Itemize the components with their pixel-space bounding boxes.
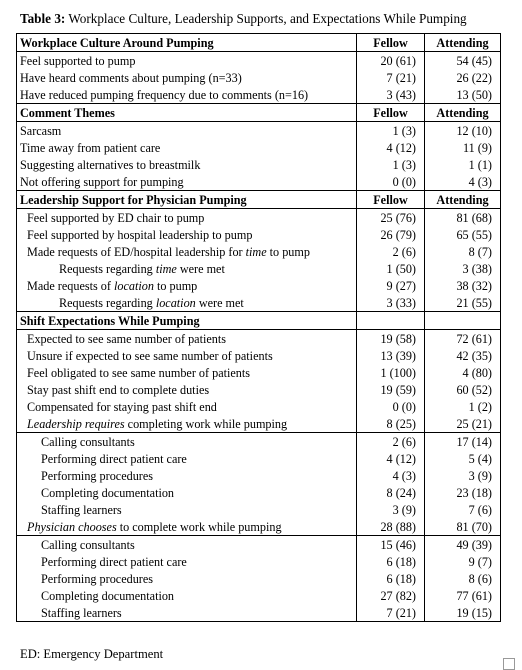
row-label: Compensated for staying past shift end	[27, 399, 217, 414]
section-header-shift	[17, 312, 501, 330]
attending-value: 26 (22)	[425, 69, 501, 86]
label-text: to complete work while pumping	[116, 519, 282, 534]
table-row	[17, 587, 501, 604]
attending-value: 8 (7)	[425, 243, 501, 260]
fellow-value: 9 (27)	[357, 277, 425, 294]
row-label: Time away from patient care	[20, 140, 161, 155]
attending-value: 4 (3)	[425, 173, 501, 191]
fellow-value: 4 (12)	[357, 450, 425, 467]
fellow-value: 27 (82)	[357, 587, 425, 604]
fellow-value: 4 (12)	[357, 139, 425, 156]
attending-value: 19 (15)	[425, 604, 501, 622]
table-row	[17, 553, 501, 570]
label-text: to pump	[266, 244, 310, 259]
row-label: Completing documentation	[41, 588, 175, 603]
fellow-value: 6 (18)	[357, 553, 425, 570]
table-row	[17, 347, 501, 364]
label-text: Made requests of ED/hospital leadership for	[27, 244, 246, 259]
fellow-value: 1 (100)	[357, 364, 425, 381]
table-number: Table 3:	[20, 11, 66, 26]
row-label: Sarcasm	[20, 123, 62, 138]
row-label: Unsure if expected to see same number of patients	[27, 348, 273, 363]
attending-value: 81 (70)	[425, 518, 501, 536]
label-text: Made requests of	[27, 278, 114, 293]
attending-value: 72 (61)	[425, 330, 501, 348]
table-row	[17, 277, 501, 294]
column-header-fellow: Fellow	[357, 34, 425, 52]
row-label: Feel supported by hospital leadership to pump	[27, 227, 253, 242]
table-row	[17, 415, 501, 433]
attending-value: 21 (55)	[425, 294, 501, 312]
row-label	[17, 277, 357, 294]
attending-value: 17 (14)	[425, 433, 501, 451]
table-row	[17, 209, 501, 227]
attending-value: 5 (4)	[425, 450, 501, 467]
fellow-value: 3 (43)	[357, 86, 425, 104]
table-row	[17, 226, 501, 243]
row-label: Expected to see same number of patients	[27, 331, 226, 346]
attending-value: 8 (6)	[425, 570, 501, 587]
table-row	[17, 536, 501, 554]
label-emphasis: time	[155, 261, 177, 276]
table-row	[17, 260, 501, 277]
row-label: Calling consultants	[17, 433, 357, 451]
row-label: Feel supported to pump	[20, 53, 136, 68]
table-row	[17, 433, 501, 451]
row-label: Not offering support for pumping	[20, 174, 184, 189]
fellow-value: 0 (0)	[357, 173, 425, 191]
label-emphasis: Leadership requires	[27, 416, 125, 431]
label-emphasis: location	[113, 278, 154, 293]
table-row	[17, 484, 501, 501]
row-label: Have reduced pumping frequency due to comments (n=16)	[20, 87, 309, 102]
label-text: Requests regarding	[59, 295, 156, 310]
table-caption	[20, 11, 467, 27]
table-footnote: ED: Emergency Department	[20, 647, 164, 661]
row-label: Performing procedures	[41, 468, 154, 483]
table-row	[17, 173, 501, 191]
attending-value: 4 (80)	[425, 364, 501, 381]
fellow-value: 19 (59)	[357, 381, 425, 398]
fellow-value: 28 (88)	[357, 518, 425, 536]
row-label: Performing direct patient care	[41, 554, 187, 569]
attending-value: 1 (2)	[425, 398, 501, 415]
fellow-value: 6 (18)	[357, 570, 425, 587]
table-row	[17, 381, 501, 398]
row-label	[17, 294, 357, 312]
row-label: Performing direct patient care	[41, 451, 187, 466]
column-header-attending: Attending	[425, 104, 501, 122]
table-row	[17, 69, 501, 86]
table-row	[17, 364, 501, 381]
table-row	[17, 243, 501, 260]
attending-value: 3 (38)	[425, 260, 501, 277]
row-label: Have heard comments about pumping (n=33)	[20, 70, 242, 85]
fellow-value: 13 (39)	[357, 347, 425, 364]
table-row	[17, 139, 501, 156]
fellow-value: 2 (6)	[357, 433, 425, 451]
table-row	[17, 52, 501, 70]
table-row	[17, 570, 501, 587]
row-label: Feel supported by ED chair to pump	[27, 210, 205, 225]
label-emphasis: Physician chooses	[27, 519, 117, 534]
fellow-value: 1 (3)	[357, 122, 425, 140]
row-label: Staffing learners	[41, 605, 122, 620]
attending-value: 11 (9)	[425, 139, 501, 156]
row-label: Suggesting alternatives to breastmilk	[20, 157, 201, 172]
fellow-value: 8 (24)	[357, 484, 425, 501]
attending-value: 7 (6)	[425, 501, 501, 518]
attending-value: 3 (9)	[425, 467, 501, 484]
fellow-value: 2 (6)	[357, 243, 425, 260]
label-text: were met	[195, 295, 244, 310]
fellow-value: 7 (21)	[357, 69, 425, 86]
fellow-value: 8 (25)	[357, 415, 425, 433]
attending-value: 60 (52)	[425, 381, 501, 398]
table-row	[17, 294, 501, 312]
fellow-value: 20 (61)	[357, 52, 425, 70]
table-row	[17, 501, 501, 518]
label-emphasis: location	[155, 295, 196, 310]
attending-value: 13 (50)	[425, 86, 501, 104]
attending-value: 81 (68)	[425, 209, 501, 227]
label-text: were met	[176, 261, 225, 276]
attending-value: 42 (35)	[425, 347, 501, 364]
fellow-value: 0 (0)	[357, 398, 425, 415]
attending-value: 49 (39)	[425, 536, 501, 554]
row-label: Calling consultants	[17, 536, 357, 554]
attending-value: 38 (32)	[425, 277, 501, 294]
table-title: Workplace Culture, Leadership Supports, and Expectations While Pumping	[65, 11, 467, 26]
row-label	[17, 518, 357, 536]
table-row	[17, 604, 501, 622]
attending-value: 9 (7)	[425, 553, 501, 570]
row-label	[17, 415, 357, 433]
section-title: Shift Expectations While Pumping	[17, 312, 357, 330]
section-title: Comment Themes	[17, 104, 357, 122]
attending-value: 1 (1)	[425, 156, 501, 173]
section-header-comments	[17, 104, 501, 122]
table-row	[17, 86, 501, 104]
attending-value: 65 (55)	[425, 226, 501, 243]
fellow-value: 15 (46)	[357, 536, 425, 554]
label-text: Requests regarding	[59, 261, 156, 276]
fellow-value: 4 (3)	[357, 467, 425, 484]
table-row	[17, 450, 501, 467]
section-title: Leadership Support for Physician Pumping	[17, 191, 357, 209]
fellow-value: 19 (58)	[357, 330, 425, 348]
label-text: completing work while pumping	[124, 416, 288, 431]
fellow-value: 3 (9)	[357, 501, 425, 518]
row-label	[17, 243, 357, 260]
attending-value: 54 (45)	[425, 52, 501, 70]
table-row	[17, 330, 501, 348]
row-label: Stay past shift end to complete duties	[27, 382, 210, 397]
fellow-value: 25 (76)	[357, 209, 425, 227]
column-header-attending: Attending	[425, 34, 501, 52]
label-text: to pump	[153, 278, 198, 293]
fellow-value: 7 (21)	[357, 604, 425, 622]
column-header-fellow: Fellow	[357, 104, 425, 122]
table-row	[17, 467, 501, 484]
attending-value: 25 (21)	[425, 415, 501, 433]
fellow-value: 1 (3)	[357, 156, 425, 173]
row-label: Performing procedures	[41, 571, 154, 586]
label-emphasis: time	[245, 244, 267, 259]
table-row	[17, 518, 501, 536]
table-row	[17, 156, 501, 173]
section-header-culture	[17, 34, 501, 52]
row-label: Feel obligated to see same number of patients	[27, 365, 251, 380]
fellow-value: 3 (33)	[357, 294, 425, 312]
fellow-value: 26 (79)	[357, 226, 425, 243]
results-table	[16, 33, 501, 622]
fellow-value: 1 (50)	[357, 260, 425, 277]
table-row	[17, 398, 501, 415]
row-label: Completing documentation	[41, 485, 175, 500]
section-title: Workplace Culture Around Pumping	[17, 34, 357, 52]
attending-value: 12 (10)	[425, 122, 501, 140]
row-label	[17, 260, 357, 277]
row-label: Staffing learners	[41, 502, 122, 517]
table-row	[17, 122, 501, 140]
column-header-attending: Attending	[425, 191, 501, 209]
attending-value: 23 (18)	[425, 484, 501, 501]
page-corner-marker	[503, 658, 515, 670]
column-header-fellow: Fellow	[357, 191, 425, 209]
section-header-leadership	[17, 191, 501, 209]
attending-value: 77 (61)	[425, 587, 501, 604]
